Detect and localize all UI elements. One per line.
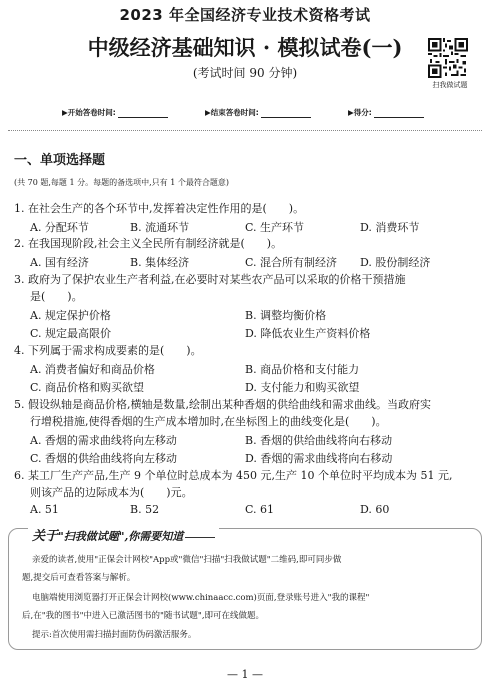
question-stem: 1. 在社会生产的各个环节中,发挥着决定性作用的是( )。 [14,202,305,215]
option-c[interactable]: C. 混合所有制经济 [245,256,338,269]
paper-title: 中级经济基础知识 · 模拟试卷(一) [87,35,403,60]
option-b[interactable]: B. 香烟的供给曲线将向右移动 [245,434,393,447]
question-4-options-row2 [30,379,476,395]
option-c[interactable]: C. 商品价格和购买欲望 [30,381,145,394]
option-d[interactable]: D. 股份制经济 [360,256,431,269]
question-stem-continued: 是( )。 [30,290,83,303]
notice-title-text: "扫我做试题",你需要知道 [58,530,184,543]
start-time-field[interactable] [62,107,168,118]
qr-caption: 扫我做试题 [432,81,468,89]
notice-title [28,525,219,544]
question-stem-continued: 则该产品的边际成本为( )元。 [30,486,193,499]
option-a[interactable]: A. 国有经济 [30,256,89,269]
option-d[interactable]: D. 支付能力和购买欲望 [245,381,360,394]
header-divider [8,130,482,131]
option-c[interactable]: C. 61 [245,503,275,516]
end-time-label: ▶结束答卷时间: [205,108,259,117]
question-stem: 3. 政府为了保护农业生产者利益,在必要时对某些农产品可以采取的价格干预措施 [14,273,406,286]
notice-paragraph-1-line-2: 题,提交后可查看答案与解析。 [22,573,136,583]
option-d[interactable]: D. 香烟的需求曲线将向右移动 [245,452,393,465]
question-3-options-row1 [30,307,476,323]
question-3-options-row2 [30,325,476,341]
question-6-options [30,503,476,519]
option-a[interactable]: A. 消费者偏好和商品价格 [30,363,155,376]
notice-title-rule [185,537,215,538]
question-3 [14,271,476,305]
question-4-options-row1 [30,361,476,377]
score-blank[interactable] [374,109,424,118]
option-c[interactable]: C. 生产环节 [245,221,305,234]
question-stem: 5. 假设纵轴是商品价格,横轴是数量,绘制出某种香烟的供给曲线和需求曲线。当政府实 [14,398,431,411]
exam-duration: (考试时间 90 分钟) [192,66,298,80]
option-a[interactable]: A. 香烟的需求曲线将向左移动 [30,434,177,447]
option-a[interactable]: A. 51 [30,503,59,516]
section-title: 一、单项选择题 [14,153,106,168]
qr-code-icon[interactable] [428,38,468,78]
option-b[interactable]: B. 52 [130,503,160,516]
end-time-field[interactable] [205,107,311,118]
end-time-blank[interactable] [261,109,311,118]
option-d[interactable]: D. 消费环节 [360,221,420,234]
start-time-blank[interactable] [118,109,168,118]
question-1 [14,200,476,217]
option-d[interactable]: D. 降低农业生产资料价格 [245,327,371,340]
option-a[interactable]: A. 分配环节 [30,221,89,234]
question-1-options [30,219,476,235]
notice-paragraph-2-line-2: 后,在"我的图书"中进入已激活图书的"随书试题",即可在线做题。 [22,611,265,621]
page-number: — 1 — [227,668,263,681]
notice-tip: 提示:首次使用需扫描封面防伪码激活服务。 [32,630,197,640]
option-d[interactable]: D. 60 [360,503,390,516]
question-5-options-row1 [30,432,476,448]
question-stem-continued: 行增税措施,使得香烟的生产成本增加时,在坐标图上的曲线变化是( )。 [30,415,387,428]
question-5 [14,396,476,430]
notice-paragraph-1-line-1: 亲爱的读者,使用"正保会计网校"App或"微信"扫描"扫我做试题"二维码,即可同步做 [32,555,342,565]
option-c[interactable]: C. 香烟的供给曲线将向左移动 [30,452,178,465]
notice-paragraph-2-line-1: 电脑端使用浏览器打开正保会计网校(www.chinaacc.com)页面,登录账号进入"我的课程" [32,593,370,603]
score-field[interactable] [348,107,424,118]
option-b[interactable]: B. 商品价格和支付能力 [245,363,360,376]
section-instructions: (共 70 题,每题 1 分。每题的备选项中,只有 1 个最符合题意) [14,178,229,187]
start-time-label: ▶开始答卷时间: [62,108,116,117]
question-stem: 6. 某工厂生产产品,生产 9 个单位时总成本为 450 元,生产 10 个单位时平均成本为 51 元, [14,469,453,482]
question-5-options-row2 [30,450,476,466]
option-c[interactable]: C. 规定最高限价 [30,327,112,340]
option-b[interactable]: B. 集体经济 [130,256,190,269]
option-b[interactable]: B. 调整均衡价格 [245,309,327,322]
score-label: ▶得分: [348,108,372,117]
question-6 [14,467,476,501]
question-2 [14,235,476,252]
option-a[interactable]: A. 规定保护价格 [30,309,111,322]
question-4 [14,342,476,359]
exam-year-title: 2023 年全国经济专业技术资格考试 [119,6,371,24]
notice-title-prefix: 关于 [32,529,59,544]
question-stem: 4. 下列属于需求构成要素的是( )。 [14,344,202,357]
option-b[interactable]: B. 流通环节 [130,221,190,234]
question-stem: 2. 在我国现阶段,社会主义全民所有制经济就是( )。 [14,237,283,250]
question-2-options [30,254,476,270]
